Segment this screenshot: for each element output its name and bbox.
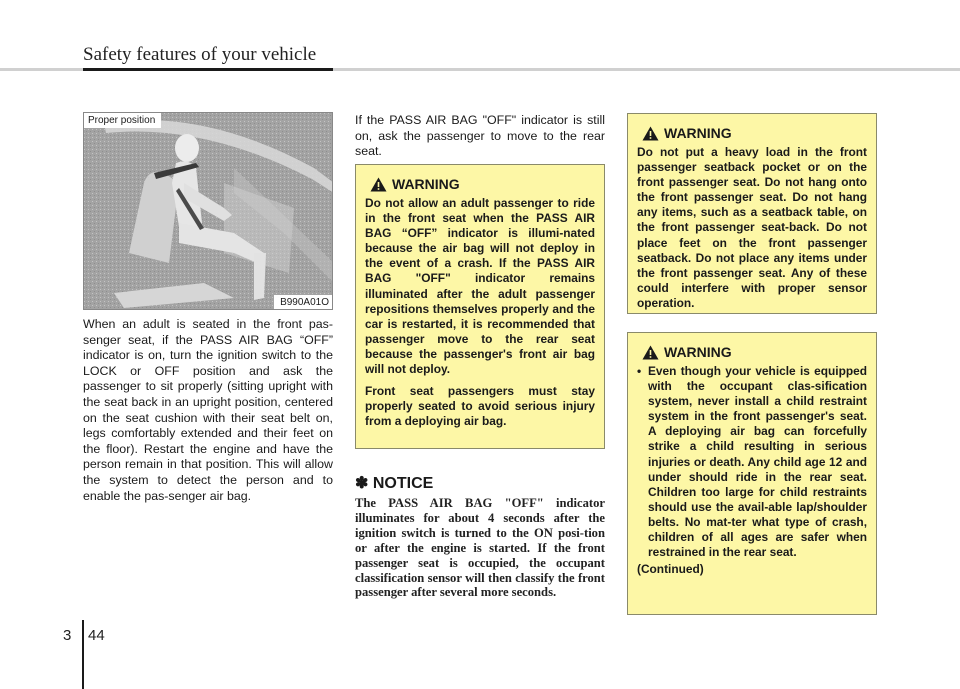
column1-paragraph: When an adult is seated in the front pas-senger seat, if the PASS AIR BAG “OFF” indicator is on, turn the ignition switch to the LOCK or OFF position and ask the passenger to sit properly (sitting upright with the seat back in an upright position, centered on the seat cushion with their seat belt on, legs comfortably extended and their feet on the floor). Restart the engine and have the person remain in that position. This will allow the system to detect the person and to enable the pas-senger air bag. bbox=[83, 317, 333, 503]
warning-triangle-icon bbox=[642, 345, 659, 360]
header-rule-accent bbox=[83, 68, 333, 71]
warning-box-heavy-load bbox=[627, 113, 877, 314]
page-number: 44 bbox=[88, 627, 105, 644]
warning-heading bbox=[637, 124, 867, 142]
warning-paragraph: Do not put a heavy load in the front passenger seatback pocket or on the front passenger seat. Do not hang onto the front passenger seat. Do not hang any items, such as a seatback table, on the front passenger seat-back. Do not place feet on the front passenger seatback. Do not place any items under the front passenger seat. Any of these could interfere with proper sensor operation. bbox=[637, 145, 867, 310]
warning-box-child-restraint bbox=[627, 332, 877, 615]
figure-label: Proper position bbox=[84, 113, 161, 128]
figure-code: B990A01O bbox=[274, 295, 332, 309]
chapter-number: 3 bbox=[63, 627, 72, 644]
warning-title: WARNING bbox=[664, 344, 732, 360]
warning-paragraph: Front seat passengers must stay properly seated to avoid serious injury from a deploying air bag. bbox=[365, 384, 595, 429]
warning-paragraph: Do not allow an adult passenger to ride in the front seat when the PASS AIR BAG “OFF” indicator is illumi-nated because the air bag will not deploy in the event of a crash. If the PASS AIR BAG "OFF" indicator remains illuminated after the adult passenger repositions themselves properly and the car is restarted, it is recommended that passenger move to the rear seat because the passenger's front air bag will not deploy. bbox=[365, 196, 595, 377]
warning-title: WARNING bbox=[392, 176, 460, 192]
proper-position-figure bbox=[83, 112, 333, 310]
footer-divider bbox=[82, 620, 84, 689]
notice-paragraph: The PASS AIR BAG "OFF" indicator illuminates for about 4 seconds after the ignition switch is turned to the ON posi-tion or after the engine is started. If the front passenger seat is occupied, the occupant classification sensor will then classify the front passenger after several more seconds. bbox=[355, 496, 605, 600]
warning-triangle-icon bbox=[642, 126, 659, 141]
column2-paragraph: If the PASS AIR BAG "OFF" indicator is still on, ask the passenger to move to the rear seat. bbox=[355, 113, 605, 159]
warning-triangle-icon bbox=[370, 177, 387, 192]
warning-heading bbox=[637, 343, 867, 361]
warning-box-adult-passenger bbox=[355, 164, 605, 449]
notice-heading: ✽ NOTICE bbox=[355, 475, 434, 492]
continued-label: (Continued) bbox=[637, 562, 704, 577]
warning-heading bbox=[365, 175, 595, 193]
warning-bullet-list bbox=[637, 364, 867, 560]
warning-title: WARNING bbox=[664, 125, 732, 141]
warning-bullet-item: • Even though your vehicle is equipped with the occupant clas-sification system, never install a child restraint system in the front passenger's seat. A deploying air bag can forcefully strike a child resulting in serious injuries or death. Any child age 12 and under should ride in the rear seat. Children too large for child restraints should use the avail-able lap/shoulder belts. No mat-ter what type of crash, children of all ages are safer when restrained in the rear seat. bbox=[637, 364, 867, 560]
seated-occupant-illustration bbox=[84, 113, 333, 310]
page-header-title: Safety features of your vehicle bbox=[83, 44, 317, 65]
